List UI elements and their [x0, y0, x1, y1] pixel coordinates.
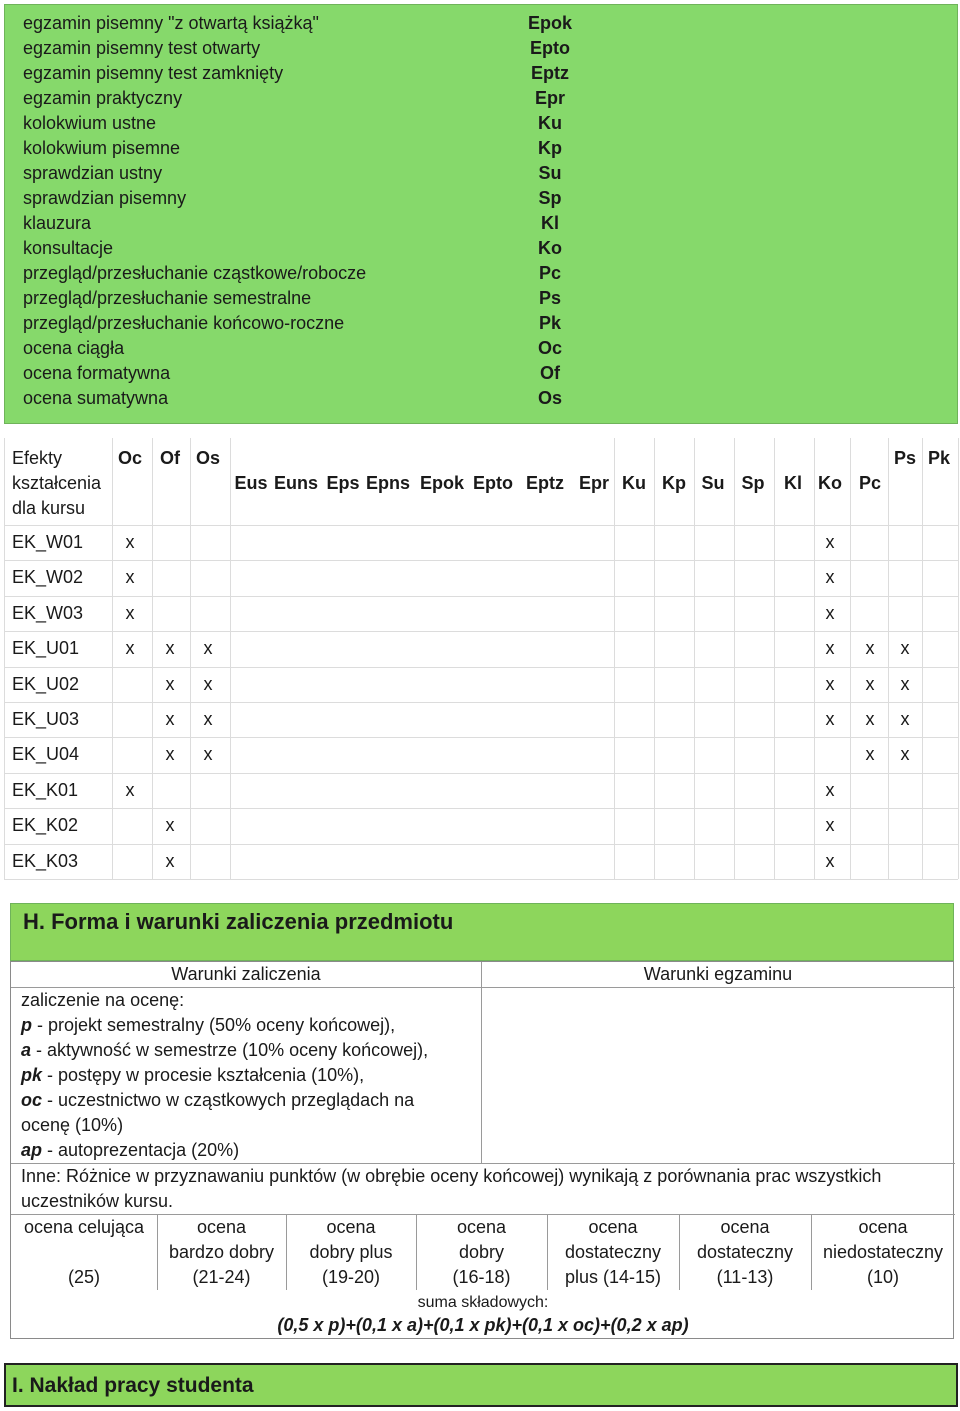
legend-method-abbr: Kl — [541, 213, 559, 233]
grade-divider — [679, 1214, 680, 1290]
effect-mark-of: x — [165, 638, 175, 659]
grade-scale-item: ocena — [456, 1217, 507, 1237]
grade-component — [21, 1088, 414, 1113]
legend-method-name: przegląd/przesłuchanie cząstkowe/robocze — [23, 263, 367, 283]
note-line-2: uczestników kursu. — [21, 1191, 174, 1211]
effect-mark-os: x — [203, 673, 213, 694]
table-col-line — [888, 438, 889, 879]
effect-mark-oc: x — [125, 638, 135, 659]
grade-component-text: - postępy w procesie kształcenia (10%), — [42, 1065, 365, 1085]
grade-component — [21, 1038, 428, 1063]
grade-scale-item: (16-18) — [452, 1267, 511, 1287]
grade-scale-item: dobry plus — [309, 1242, 393, 1262]
effects-col-header: Os — [195, 448, 220, 468]
effects-col-header: Epns — [365, 473, 410, 493]
effect-mark-of: x — [165, 850, 175, 871]
legend-method-abbr: Of — [540, 363, 560, 383]
effect-mark-of: x — [165, 744, 175, 765]
grade-component-key: a — [21, 1040, 32, 1060]
grade-component — [21, 1063, 364, 1088]
effect-mark-os: x — [203, 638, 213, 659]
table-col-line — [654, 438, 655, 879]
effect-code: EK_U03 — [12, 709, 80, 729]
table-col-line — [190, 438, 191, 879]
legend-method-abbr: Ps — [538, 288, 562, 308]
divider — [481, 962, 482, 1163]
effect-mark-pc: x — [865, 709, 875, 729]
table-col-line — [850, 438, 851, 879]
grade-component — [21, 1138, 239, 1163]
grade-scale-item: dostateczny — [564, 1242, 662, 1262]
effects-col-header: Ps — [893, 448, 917, 468]
legend-method-name: sprawdzian pisemny — [23, 188, 187, 208]
legend-method-name: przegląd/przesłuchanie semestralne — [23, 288, 312, 308]
table-col-line — [734, 438, 735, 879]
effect-mark-os: x — [203, 744, 213, 765]
section-i-title: I. Nakład pracy studenta — [12, 1374, 254, 1397]
effects-col-header: Of — [160, 448, 180, 468]
legend-method-name: egzamin pisemny test otwarty — [23, 38, 261, 58]
legend-method-abbr: Oc — [537, 338, 562, 358]
effect-code: EK_U04 — [12, 744, 80, 765]
effects-col-header: Oc — [117, 448, 142, 468]
effect-mark-ps: x — [900, 673, 910, 694]
grade-divider — [286, 1214, 287, 1290]
legend-method-abbr: Pc — [538, 263, 562, 283]
effects-col-header: Epto — [473, 473, 513, 493]
table-col-line — [814, 438, 815, 879]
legend-method-name: przegląd/przesłuchanie końcowo-roczne — [23, 313, 345, 333]
grade-divider — [811, 1214, 812, 1290]
legend-method-abbr: Os — [537, 388, 562, 408]
effect-mark-os: x — [203, 709, 213, 729]
pass-intro: zaliczenie na ocenę: — [21, 990, 185, 1010]
table-col-line — [112, 438, 113, 879]
effect-mark-ps: x — [900, 744, 910, 765]
effect-mark-ko: x — [825, 709, 835, 729]
table-col-line — [152, 438, 153, 879]
effect-mark-oc: x — [125, 602, 135, 623]
effects-col-header: Kp — [662, 473, 686, 493]
grade-scale-item: ocena — [588, 1217, 638, 1237]
grade-scale-item: ocena — [858, 1217, 908, 1237]
grade-divider — [416, 1214, 417, 1290]
effect-code: EK_K02 — [12, 815, 79, 836]
effects-col-header: Sp — [741, 473, 765, 493]
table-col-line — [774, 438, 775, 879]
effect-mark-ko: x — [825, 779, 835, 800]
grade-scale-item: (11-13) — [716, 1267, 774, 1287]
grade-scale-item: (21-24) — [192, 1267, 251, 1287]
grade-scale-item: plus (14-15) — [564, 1267, 662, 1287]
grade-divider — [547, 1214, 548, 1290]
legend-method-abbr: Epok — [527, 13, 572, 33]
legend-method-name: egzamin pisemny test zamknięty — [23, 63, 284, 83]
note-line-1: Inne: Różnice w przyznawaniu punktów (w obrębie oceny końcowej) wynikają z porównania prac wszystkich — [21, 1166, 882, 1186]
table-col-line — [614, 438, 615, 879]
legend-method-name: kolokwium pisemne — [23, 138, 181, 158]
effect-code: EK_U02 — [12, 673, 80, 694]
effects-col-header: Eps — [326, 473, 360, 493]
legend-method-abbr: Ku — [538, 113, 562, 133]
legend-method-name: ocena formatywna — [23, 363, 171, 383]
effect-code: EK_K01 — [12, 779, 79, 800]
effects-col-header: Epr — [578, 473, 609, 493]
grade-component — [21, 1013, 395, 1038]
section-h-title: H. Forma i warunki zaliczenia przedmiotu — [23, 909, 454, 934]
learning-outcomes-table — [4, 438, 958, 879]
grade-scale-item: (19-20) — [321, 1267, 381, 1287]
grade-scale-item: ocena — [720, 1217, 770, 1237]
effect-mark-oc: x — [125, 567, 135, 588]
grade-scale-item: ocena celująca — [23, 1217, 145, 1237]
effect-mark-ps: x — [900, 638, 910, 659]
legend-method-name: ocena sumatywna — [23, 388, 169, 408]
effect-mark-oc: x — [125, 532, 135, 552]
table-col-line — [958, 438, 959, 879]
col-header-exam-conditions: Warunki egzaminu — [643, 964, 793, 984]
grade-component-key: oc — [21, 1090, 43, 1110]
effects-col-header: Pc — [858, 473, 882, 493]
effect-mark-pc: x — [865, 673, 875, 694]
grade-component-key: pk — [21, 1065, 43, 1085]
effect-mark-ko: x — [825, 602, 835, 623]
legend-method-name: klauzura — [23, 213, 92, 233]
legend-method-abbr: Ko — [538, 238, 562, 258]
effects-header-label: Efekty — [12, 448, 63, 468]
effects-col-header: Pk — [927, 448, 951, 468]
effect-mark-ko: x — [825, 850, 835, 871]
effect-mark-of: x — [165, 709, 175, 729]
effect-mark-ko: x — [825, 532, 835, 552]
effects-col-header: Eptz — [526, 473, 564, 493]
legend-method-name: konsultacje — [23, 238, 114, 258]
grade-formula: (0,5 x p)+(0,1 x a)+(0,1 x pk)+(0,1 x oc)+(0,2 x ap) — [277, 1315, 689, 1335]
grade-divider — [157, 1214, 158, 1290]
grade-component-text: - autoprezentacja (20%) — [42, 1140, 240, 1160]
grade-scale-item: dobry — [458, 1242, 505, 1262]
effect-mark-pc: x — [865, 638, 875, 659]
legend-method-name: ocena ciągła — [23, 338, 125, 358]
grade-component-key: ap — [21, 1140, 43, 1160]
legend-method-name: kolokwium ustne — [23, 113, 157, 133]
grade-scale-item: (10) — [866, 1267, 899, 1287]
table-col-line — [922, 438, 923, 879]
effect-mark-ko: x — [825, 567, 835, 588]
section-h-body — [10, 961, 954, 1339]
effect-mark-ps: x — [900, 709, 910, 729]
grade-scale-item: ocena — [326, 1217, 376, 1237]
grade-scale-item: niedostateczny — [822, 1242, 944, 1262]
legend-method-abbr: Epto — [530, 38, 570, 58]
effect-mark-ko: x — [825, 815, 835, 836]
col-header-pass-conditions: Warunki zaliczenia — [171, 964, 321, 984]
grade-component-text: - uczestnictwo w cząstkowych przeglądach na — [42, 1090, 415, 1110]
table-col-line — [694, 438, 695, 879]
effect-mark-ko: x — [825, 673, 835, 694]
section-h-header — [10, 903, 954, 961]
effect-code: EK_W03 — [12, 602, 84, 623]
effects-col-header: Ko — [818, 473, 842, 493]
legend-method-abbr: Kp — [538, 138, 562, 158]
assessment-methods-legend — [4, 4, 958, 424]
grade-scale-item: ocena — [196, 1217, 247, 1237]
legend-method-name: egzamin praktyczny — [23, 88, 183, 108]
legend-method-abbr: Pk — [538, 313, 562, 333]
grade-component-text: ocenę (10%) — [21, 1115, 124, 1135]
legend-method-abbr: Epr — [534, 88, 565, 108]
effect-mark-oc: x — [125, 779, 135, 800]
legend-method-abbr: Eptz — [531, 63, 569, 83]
legend-method-name: sprawdzian ustny — [23, 163, 163, 183]
legend-method-name: egzamin pisemny "z otwartą książką" — [23, 13, 319, 33]
table-col-line — [4, 438, 5, 879]
effects-col-header: Eus — [234, 473, 268, 493]
effects-col-header: Epok — [419, 473, 464, 493]
grade-component-text: - projekt semestralny (50% oceny końcowej), — [32, 1015, 396, 1035]
effects-header-label: dla kursu — [12, 498, 86, 518]
effects-col-header: Euns — [273, 473, 318, 493]
effect-mark-of: x — [165, 673, 175, 694]
effects-col-header: Su — [701, 473, 725, 493]
effect-code: EK_W02 — [12, 567, 84, 588]
legend-method-abbr: Sp — [538, 188, 562, 208]
section-i-header — [4, 1363, 958, 1407]
grade-scale-item: (25) — [67, 1267, 100, 1287]
effect-mark-of: x — [165, 815, 175, 836]
effect-mark-ko: x — [825, 638, 835, 659]
grade-component-text: - aktywność w semestrze (10% oceny końcowej), — [31, 1040, 429, 1060]
effects-col-header: Ku — [622, 473, 646, 493]
grade-component-key: p — [21, 1015, 32, 1035]
effects-header-label: kształcenia — [12, 473, 102, 493]
effect-code: EK_W01 — [12, 532, 84, 552]
legend-method-abbr: Su — [538, 163, 562, 183]
effect-code: EK_K03 — [12, 850, 79, 871]
table-col-line — [230, 438, 231, 879]
table-row-line — [4, 879, 958, 880]
sum-label: suma składowych: — [417, 1294, 549, 1311]
grade-scale-item: bardzo dobry — [168, 1242, 275, 1262]
effects-col-header: Kl — [784, 473, 802, 493]
grade-scale-item: dostateczny — [696, 1242, 794, 1262]
effect-mark-pc: x — [865, 744, 875, 765]
effect-code: EK_U01 — [12, 638, 80, 659]
grade-component — [21, 1113, 123, 1138]
